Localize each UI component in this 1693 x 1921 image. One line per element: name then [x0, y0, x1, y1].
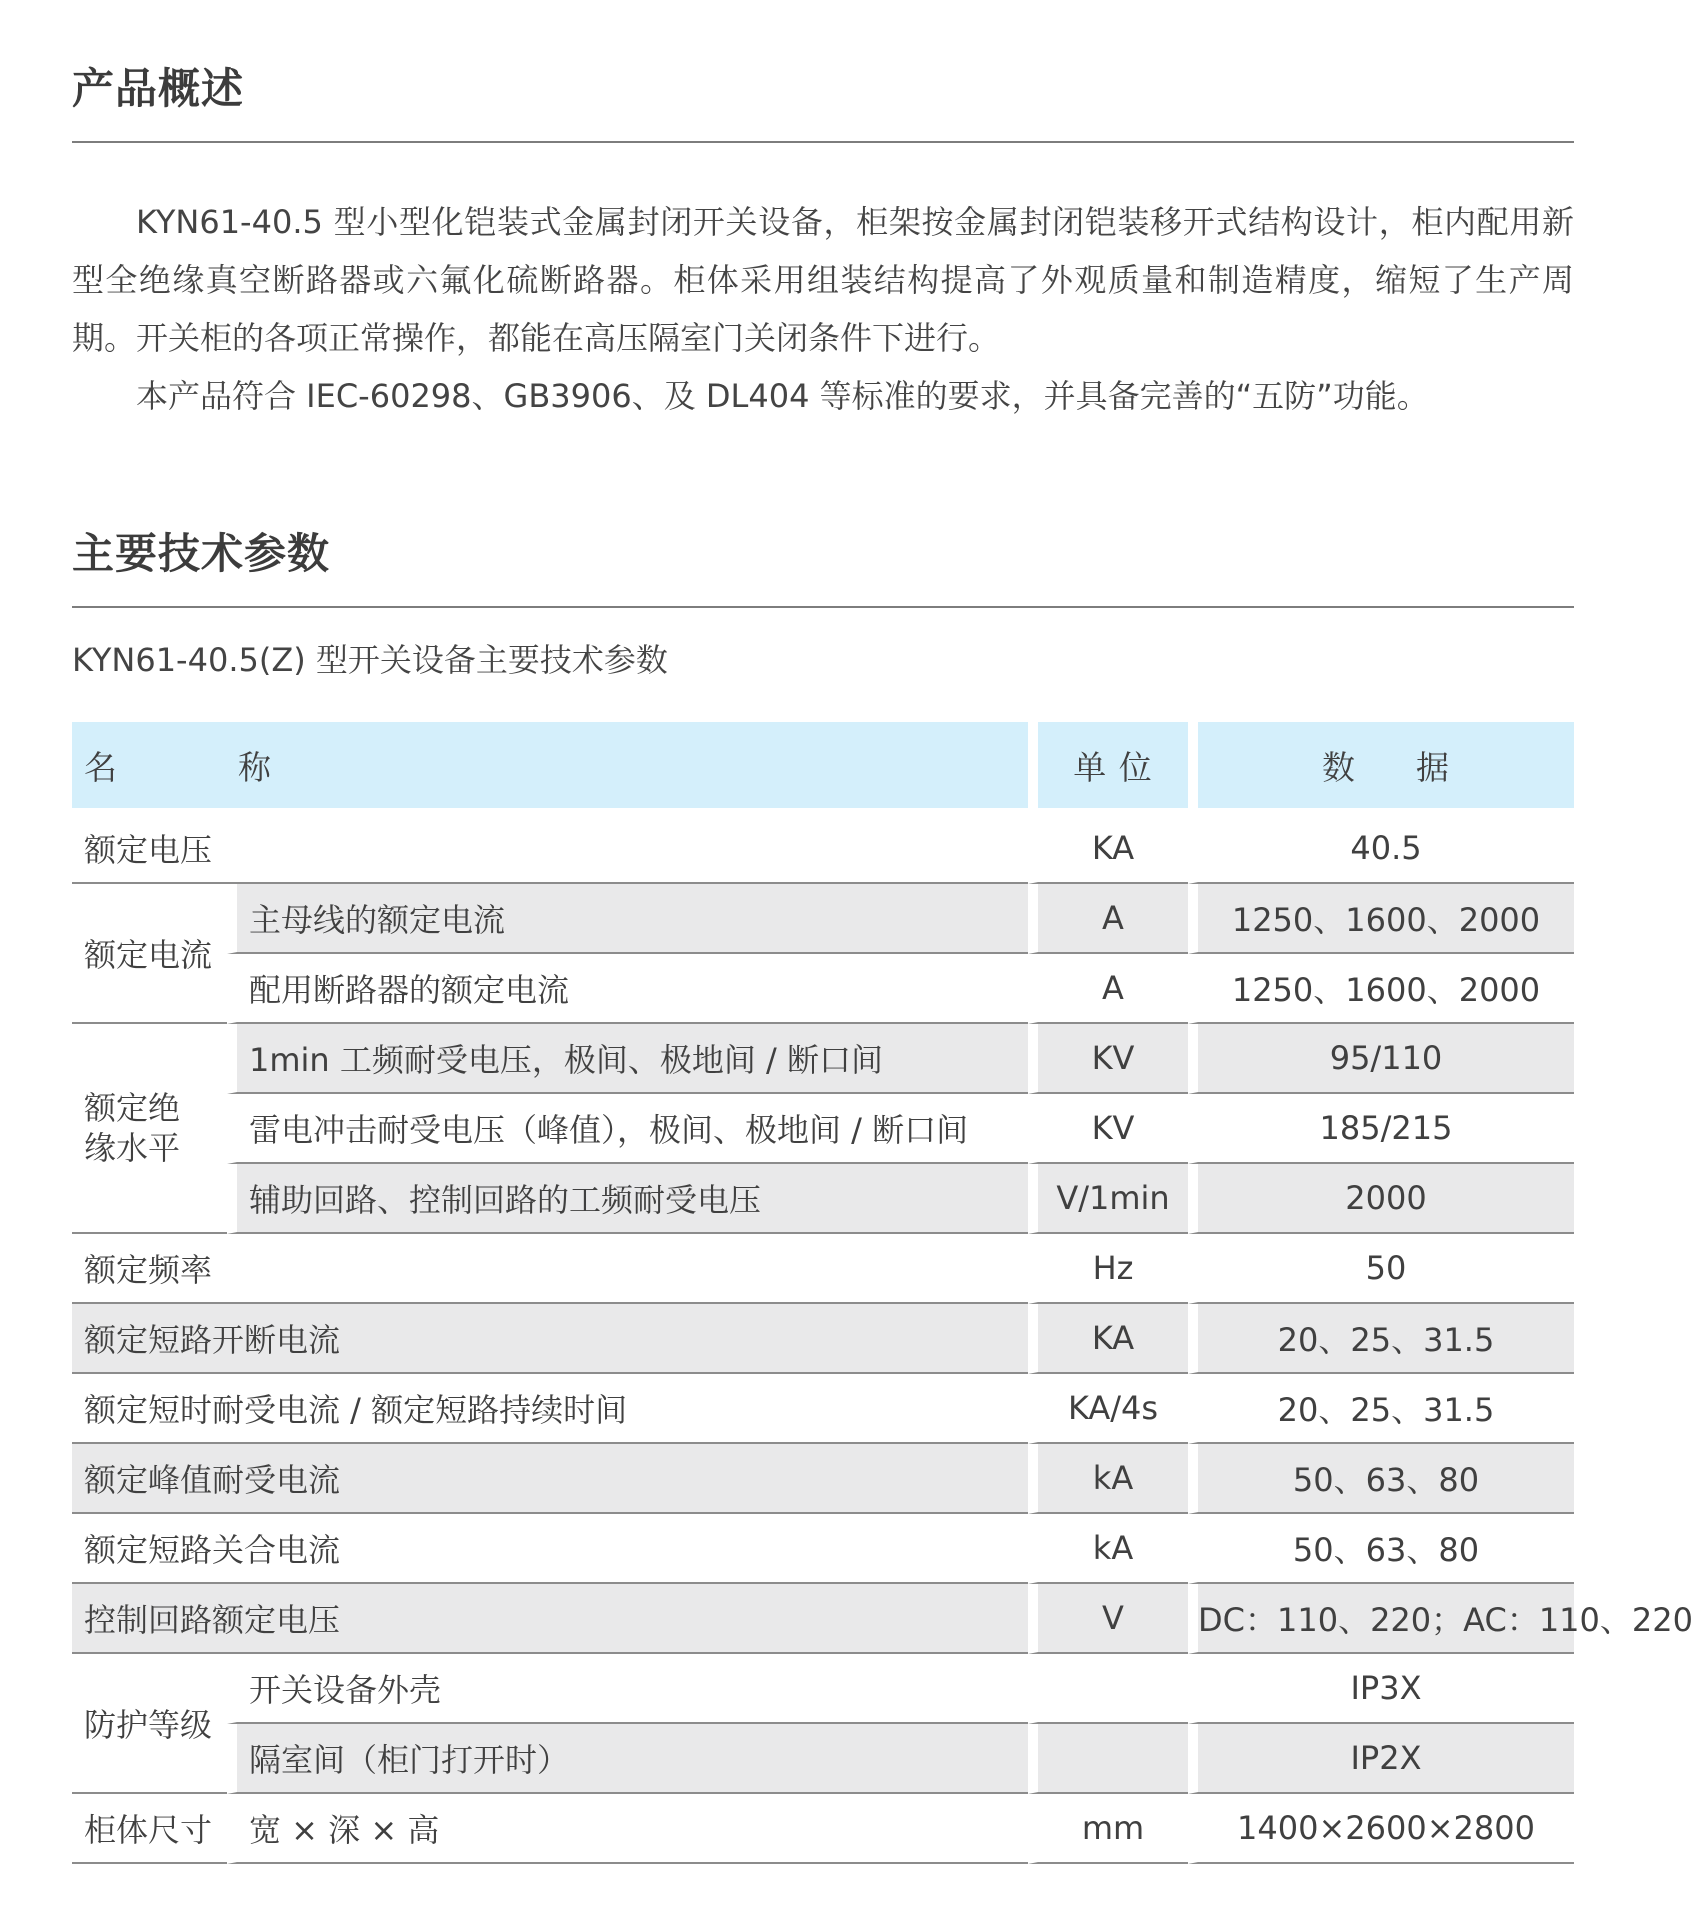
row-name: 额定峰值耐受电流: [72, 1444, 1028, 1514]
row-value: 185/215: [1188, 1094, 1574, 1164]
row-unit: KV: [1028, 1094, 1188, 1164]
table-caption: KYN61-40.5(Z) 型开关设备主要技术参数: [72, 641, 668, 679]
table-row: [72, 814, 1574, 884]
table-row: [72, 1514, 1574, 1584]
row-sub-name: 开关设备外壳: [227, 1654, 1028, 1724]
table-row: [72, 1444, 1574, 1514]
row-name: 额定频率: [72, 1234, 1028, 1304]
row-value: 50、63、80: [1188, 1444, 1574, 1514]
row-value: 40.5: [1188, 814, 1574, 884]
row-sub-name: 配用断路器的额定电流: [227, 954, 1028, 1024]
table-row: [72, 1024, 1574, 1094]
row-group-line: 缘水平: [84, 1129, 181, 1167]
overview-title: 产品概述: [72, 64, 245, 113]
table-row: [72, 1304, 1574, 1374]
table-row: [72, 954, 1574, 1024]
overview-paragraph: KYN61-40.5 型小型化铠装式金属封闭开关设备，柜架按金属封闭铠装移开式结构设计，柜内配用新型全绝缘真空断路器或六氟化硫断路器。柜体采用组装结构提高了外观质量和制造精度，缩短了生产周期。开关柜的各项正常操作，都能在高压隔室门关闭条件下进行。: [72, 203, 1574, 357]
row-group-name: [72, 1024, 227, 1234]
row-unit: KA: [1028, 1304, 1188, 1374]
row-unit: KA/4s: [1028, 1374, 1188, 1444]
row-unit: [1028, 1724, 1188, 1794]
header-unit: [1028, 722, 1188, 814]
params-title: 主要技术参数: [72, 529, 331, 578]
row-value: DC：110、220；AC：110、220: [1188, 1584, 1574, 1654]
row-group-name: 防护等级: [72, 1654, 227, 1794]
row-unit: Hz: [1028, 1234, 1188, 1304]
row-value: 50、63、80: [1188, 1514, 1574, 1584]
row-value: 50: [1188, 1234, 1574, 1304]
header-name-char: 称: [238, 747, 272, 787]
row-unit: A: [1028, 884, 1188, 954]
overview-divider: [72, 141, 1574, 143]
table-row: [72, 1724, 1574, 1794]
row-sub-name: 雷电冲击耐受电压（峰值），极间、极地间 / 断口间: [227, 1094, 1028, 1164]
overview-paragraph: 本产品符合 IEC-60298、GB3906、及 DL404 等标准的要求，并具备完善的“五防”功能。: [136, 377, 1429, 415]
row-group-name: 柜体尺寸: [72, 1794, 227, 1864]
row-unit: kA: [1028, 1514, 1188, 1584]
header-name: [72, 722, 1028, 814]
row-value: 95/110: [1188, 1024, 1574, 1094]
table-row: [72, 1584, 1574, 1654]
row-value: 20、25、31.5: [1188, 1374, 1574, 1444]
header-value: [1188, 722, 1574, 814]
row-name: 额定电压: [72, 814, 1028, 884]
row-unit: [1028, 1654, 1188, 1724]
row-value: IP2X: [1188, 1724, 1574, 1794]
row-unit: kA: [1028, 1444, 1188, 1514]
header-unit-char: 单: [1073, 747, 1108, 787]
row-sub-name: 辅助回路、控制回路的工频耐受电压: [227, 1164, 1028, 1234]
table-row: [72, 884, 1574, 954]
row-sub-name: 宽 × 深 × 高: [227, 1794, 1028, 1864]
row-name: 额定短路关合电流: [72, 1514, 1028, 1584]
table-row: [72, 1164, 1574, 1234]
header-name-char: 名: [84, 747, 118, 787]
row-unit: A: [1028, 954, 1188, 1024]
header-unit-char: 位: [1118, 747, 1153, 787]
row-unit: mm: [1028, 1794, 1188, 1864]
row-value: 1400×2600×2800: [1188, 1794, 1574, 1864]
row-sub-name: 主母线的额定电流: [227, 884, 1028, 954]
table-row: [72, 1654, 1574, 1724]
row-sub-name: 隔室间（柜门打开时）: [227, 1724, 1028, 1794]
header-value-char: 据: [1416, 747, 1450, 787]
row-value: IP3X: [1188, 1654, 1574, 1724]
table-header-row: [72, 722, 1574, 814]
spec-table: [72, 722, 1693, 1864]
row-name: 控制回路额定电压: [72, 1584, 1028, 1654]
overview-text: [72, 193, 1574, 425]
table-row: [72, 1794, 1574, 1864]
table-row: [72, 1374, 1574, 1444]
params-divider: [72, 606, 1574, 608]
table-row: [72, 1234, 1574, 1304]
row-sub-name: 1min 工频耐受电压，极间、极地间 / 断口间: [227, 1024, 1028, 1094]
row-value: 2000: [1188, 1164, 1574, 1234]
row-name: 额定短时耐受电流 / 额定短路持续时间: [72, 1374, 1028, 1444]
row-name: 额定短路开断电流: [72, 1304, 1028, 1374]
row-unit: KA: [1028, 814, 1188, 884]
table-row: [72, 1094, 1574, 1164]
row-group-name: 额定电流: [72, 884, 227, 1024]
row-group-line: 额定绝: [84, 1089, 181, 1127]
row-value: 1250、1600、2000: [1188, 884, 1574, 954]
row-unit: V: [1028, 1584, 1188, 1654]
header-value-char: 数: [1322, 747, 1356, 787]
row-unit: KV: [1028, 1024, 1188, 1094]
row-value: 20、25、31.5: [1188, 1304, 1574, 1374]
row-unit: V/1min: [1028, 1164, 1188, 1234]
row-value: 1250、1600、2000: [1188, 954, 1574, 1024]
